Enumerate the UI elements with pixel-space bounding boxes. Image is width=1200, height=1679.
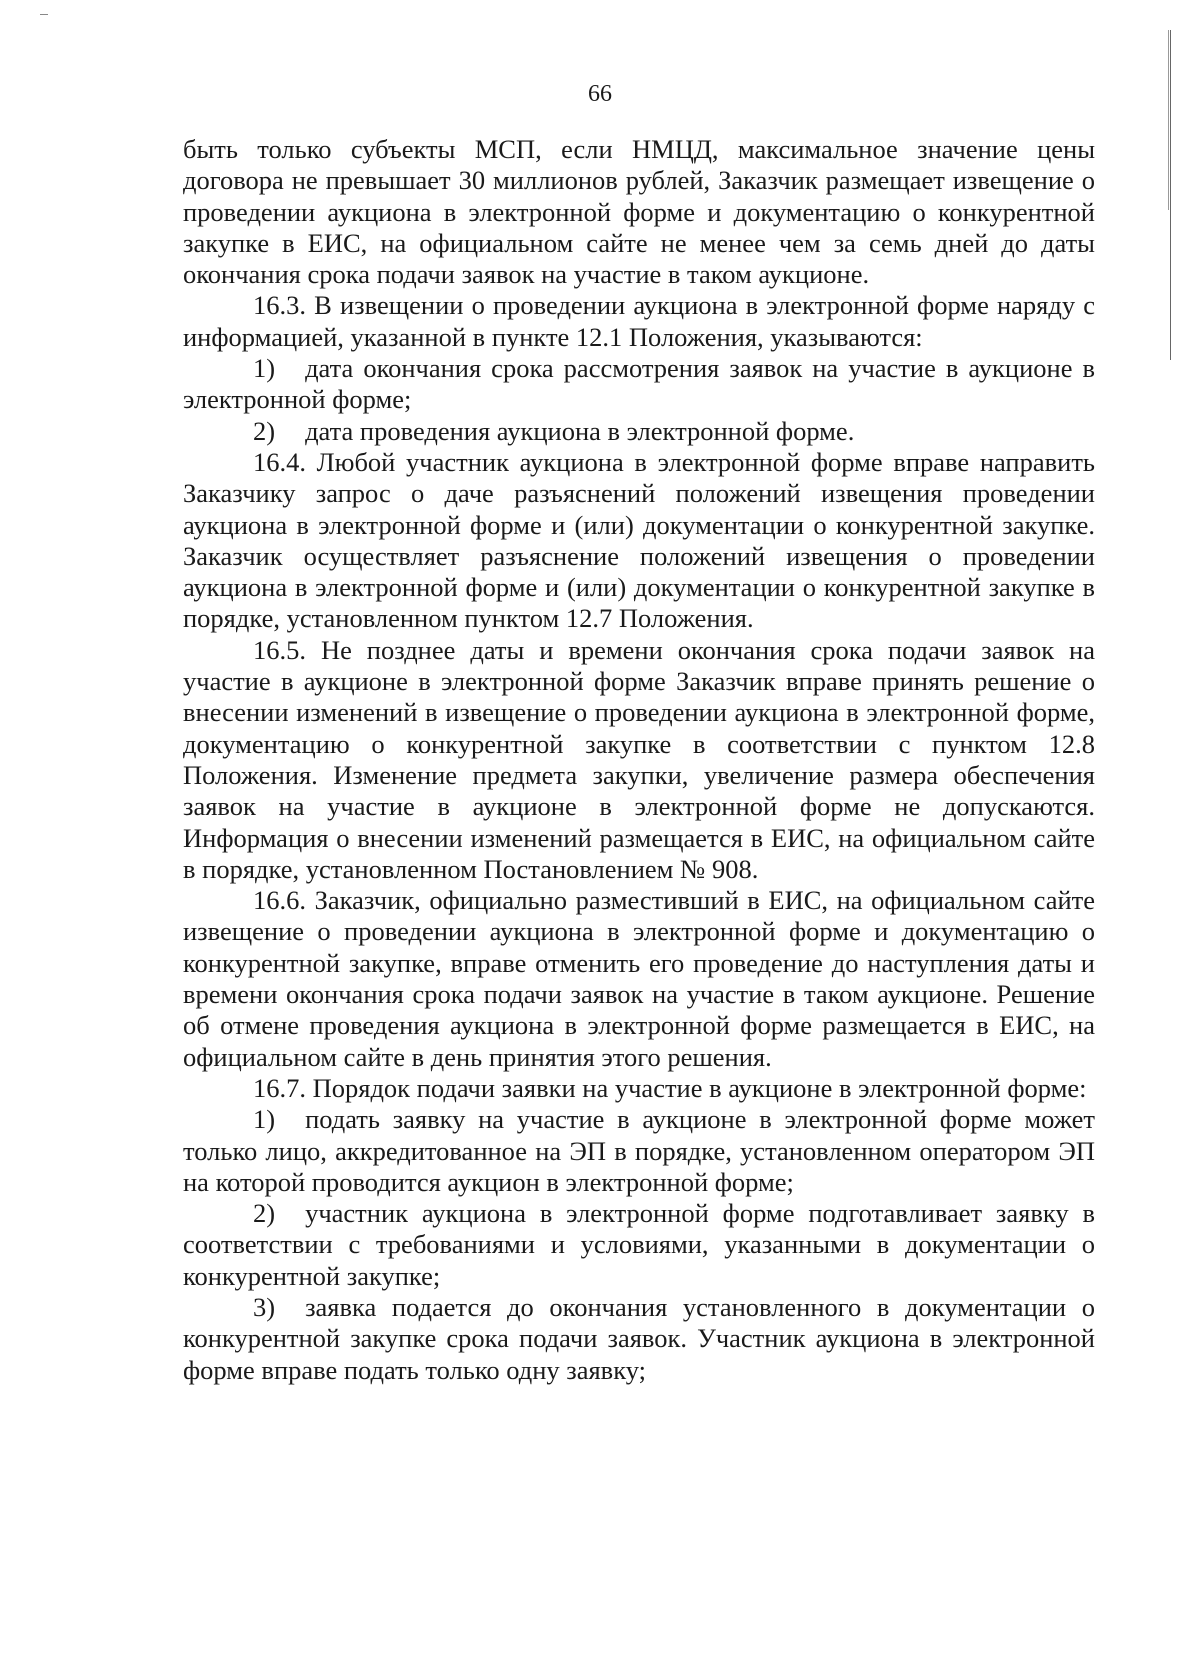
list-item-number: 2) [253, 1198, 276, 1229]
paragraph-16-3: 16.3. В извещении о проведении аукциона в электронной форме наряду с информацией, указанной в пункте 12.1 Положения, указываются: [183, 290, 1095, 352]
list-item-text: заявка подается до окончания установленного в документации о конкурентной закупке срока подачи заявок. Участник аукциона в электронной форме вправе подать только одну заявку; [183, 1291, 1095, 1385]
list-item-number: 1) [253, 353, 276, 384]
paragraph-16-7: 16.7. Порядок подачи заявки на участие в аукционе в электронной форме: [253, 1072, 1087, 1103]
paragraph-continuation: быть только субъекты МСП, если НМЦД, максимальное значение цены договора не превышает 30 миллионов рублей, Заказчик размещает извещение о проведении аукциона в электронной форме и документацию о конкурентной закупке в ЕИС, на официальном сайте не менее чем за семь дней до даты окончания срока подачи заявок на участие в таком аукционе. [183, 134, 1095, 290]
list-item-text: дата окончания срока рассмотрения заявок на участие в аукционе в электронной форме; [183, 353, 1095, 415]
list-item-16-3-1 [183, 353, 1095, 416]
list-item-number: 2) [253, 415, 276, 446]
document-body [183, 134, 1095, 1386]
paragraph-16-4: 16.4. Любой участник аукциона в электронной форме вправе направить Заказчику запрос о даче разъяснений положений извещения проведении аукциона в электронной форме и (или) документации о конкурентной закупке. Заказчик осуществляет разъяснение положений извещения о проведении аукциона в электронной форме и (или) документации о конкурентной закупке в порядке, установленном пунктом 12.7 Положения. [183, 446, 1095, 634]
paragraph-16-5: 16.5. Не позднее даты и времени окончания срока подачи заявок на участие в аукционе в электронной форме Заказчик вправе принять решение о внесении изменений в извещение о проведении аукциона в электронной форме, документацию о конкурентной закупке в соответствии с пунктом 12.8 Положения. Изменение предмета закупки, увеличение размера обеспечения заявок на участие в аукционе в электронной форме не допускаются. Информация о внесении изменений размещается в ЕИС, на официальном сайте в порядке, установленном Постановлением № 908. [183, 634, 1095, 884]
list-item-text: дата проведения аукциона в электронной форме. [305, 415, 855, 446]
list-item-16-7-2 [183, 1198, 1095, 1292]
list-item-number: 1) [253, 1104, 276, 1135]
list-item-16-3-2 [183, 416, 1095, 447]
list-item-number: 3) [253, 1291, 276, 1322]
list-item-16-7-3 [183, 1292, 1095, 1386]
scan-artifact-dash [40, 14, 48, 15]
scan-artifact-edge-line-secondary [1168, 30, 1169, 210]
list-item-16-7-1 [183, 1104, 1095, 1198]
paragraph-16-6: 16.6. Заказчик, официально разместивший в ЕИС, на официальном сайте извещение о проведении аукциона в электронной форме и документацию о конкурентной закупке, вправе отменить его проведение до наступления даты и времени окончания срока подачи заявок на участие в таком аукционе. Решение об отмене проведения аукциона в электронной форме размещается в ЕИС, на официальном сайте в день принятия этого решения. [183, 885, 1095, 1072]
list-item-text: подать заявку на участие в аукционе в электронной форме может только лицо, аккредитованное на ЭП в порядке, установленном оператором ЭП на которой проводится аукцион в электронной форме; [183, 1104, 1095, 1197]
page-number: 66 [588, 81, 612, 107]
list-item-text: участник аукциона в электронной форме подготавливает заявку в соответствии с требованиями и условиями, указанными в документации о конкурентной закупке; [183, 1198, 1095, 1291]
